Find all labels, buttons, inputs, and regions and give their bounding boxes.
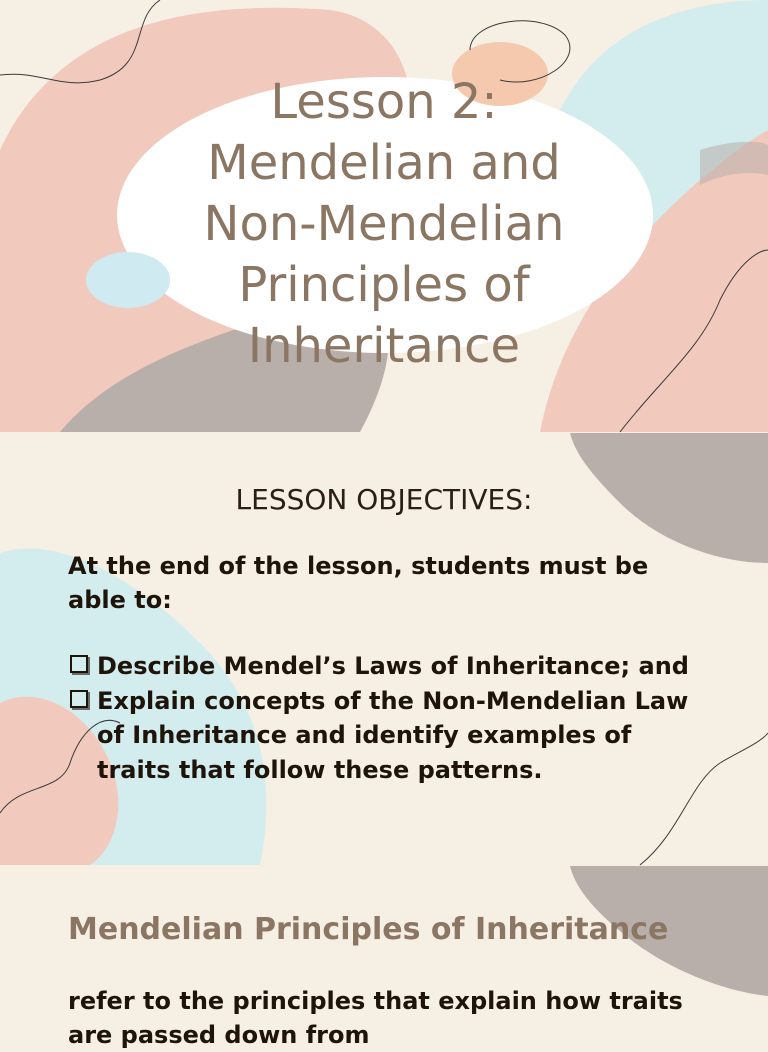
checkbox-bullet-icon bbox=[70, 655, 88, 673]
objectives-list bbox=[68, 649, 708, 787]
title-line: Mendelian and bbox=[207, 135, 561, 192]
objective-item bbox=[68, 649, 708, 684]
section-heading: Mendelian Principles of Inheritance bbox=[68, 912, 669, 947]
title-line: Non-Mendelian bbox=[203, 196, 565, 253]
checkbox-bullet-icon bbox=[70, 690, 88, 708]
title-line: Inheritance bbox=[247, 318, 521, 375]
principles-slide bbox=[0, 866, 768, 1049]
title-line: Principles of bbox=[238, 257, 530, 314]
objectives-intro: At the end of the lesson, students must be able to: bbox=[68, 552, 649, 614]
objective-text: Explain concepts of the Non-Mendelian Law of Inheritance and identify examples of traits that follow these patterns. bbox=[97, 686, 689, 784]
objective-item bbox=[68, 684, 708, 788]
objectives-slide bbox=[0, 433, 768, 865]
section-body: refer to the principles that explain how traits are passed down from bbox=[68, 987, 683, 1049]
lesson-title bbox=[0, 72, 768, 377]
objective-text: Describe Mendel’s Laws of Inheritance; and bbox=[97, 652, 689, 680]
title-line: Lesson 2: bbox=[270, 74, 498, 131]
objectives-heading: LESSON OBJECTIVES: bbox=[235, 483, 533, 516]
title-slide bbox=[0, 0, 768, 432]
